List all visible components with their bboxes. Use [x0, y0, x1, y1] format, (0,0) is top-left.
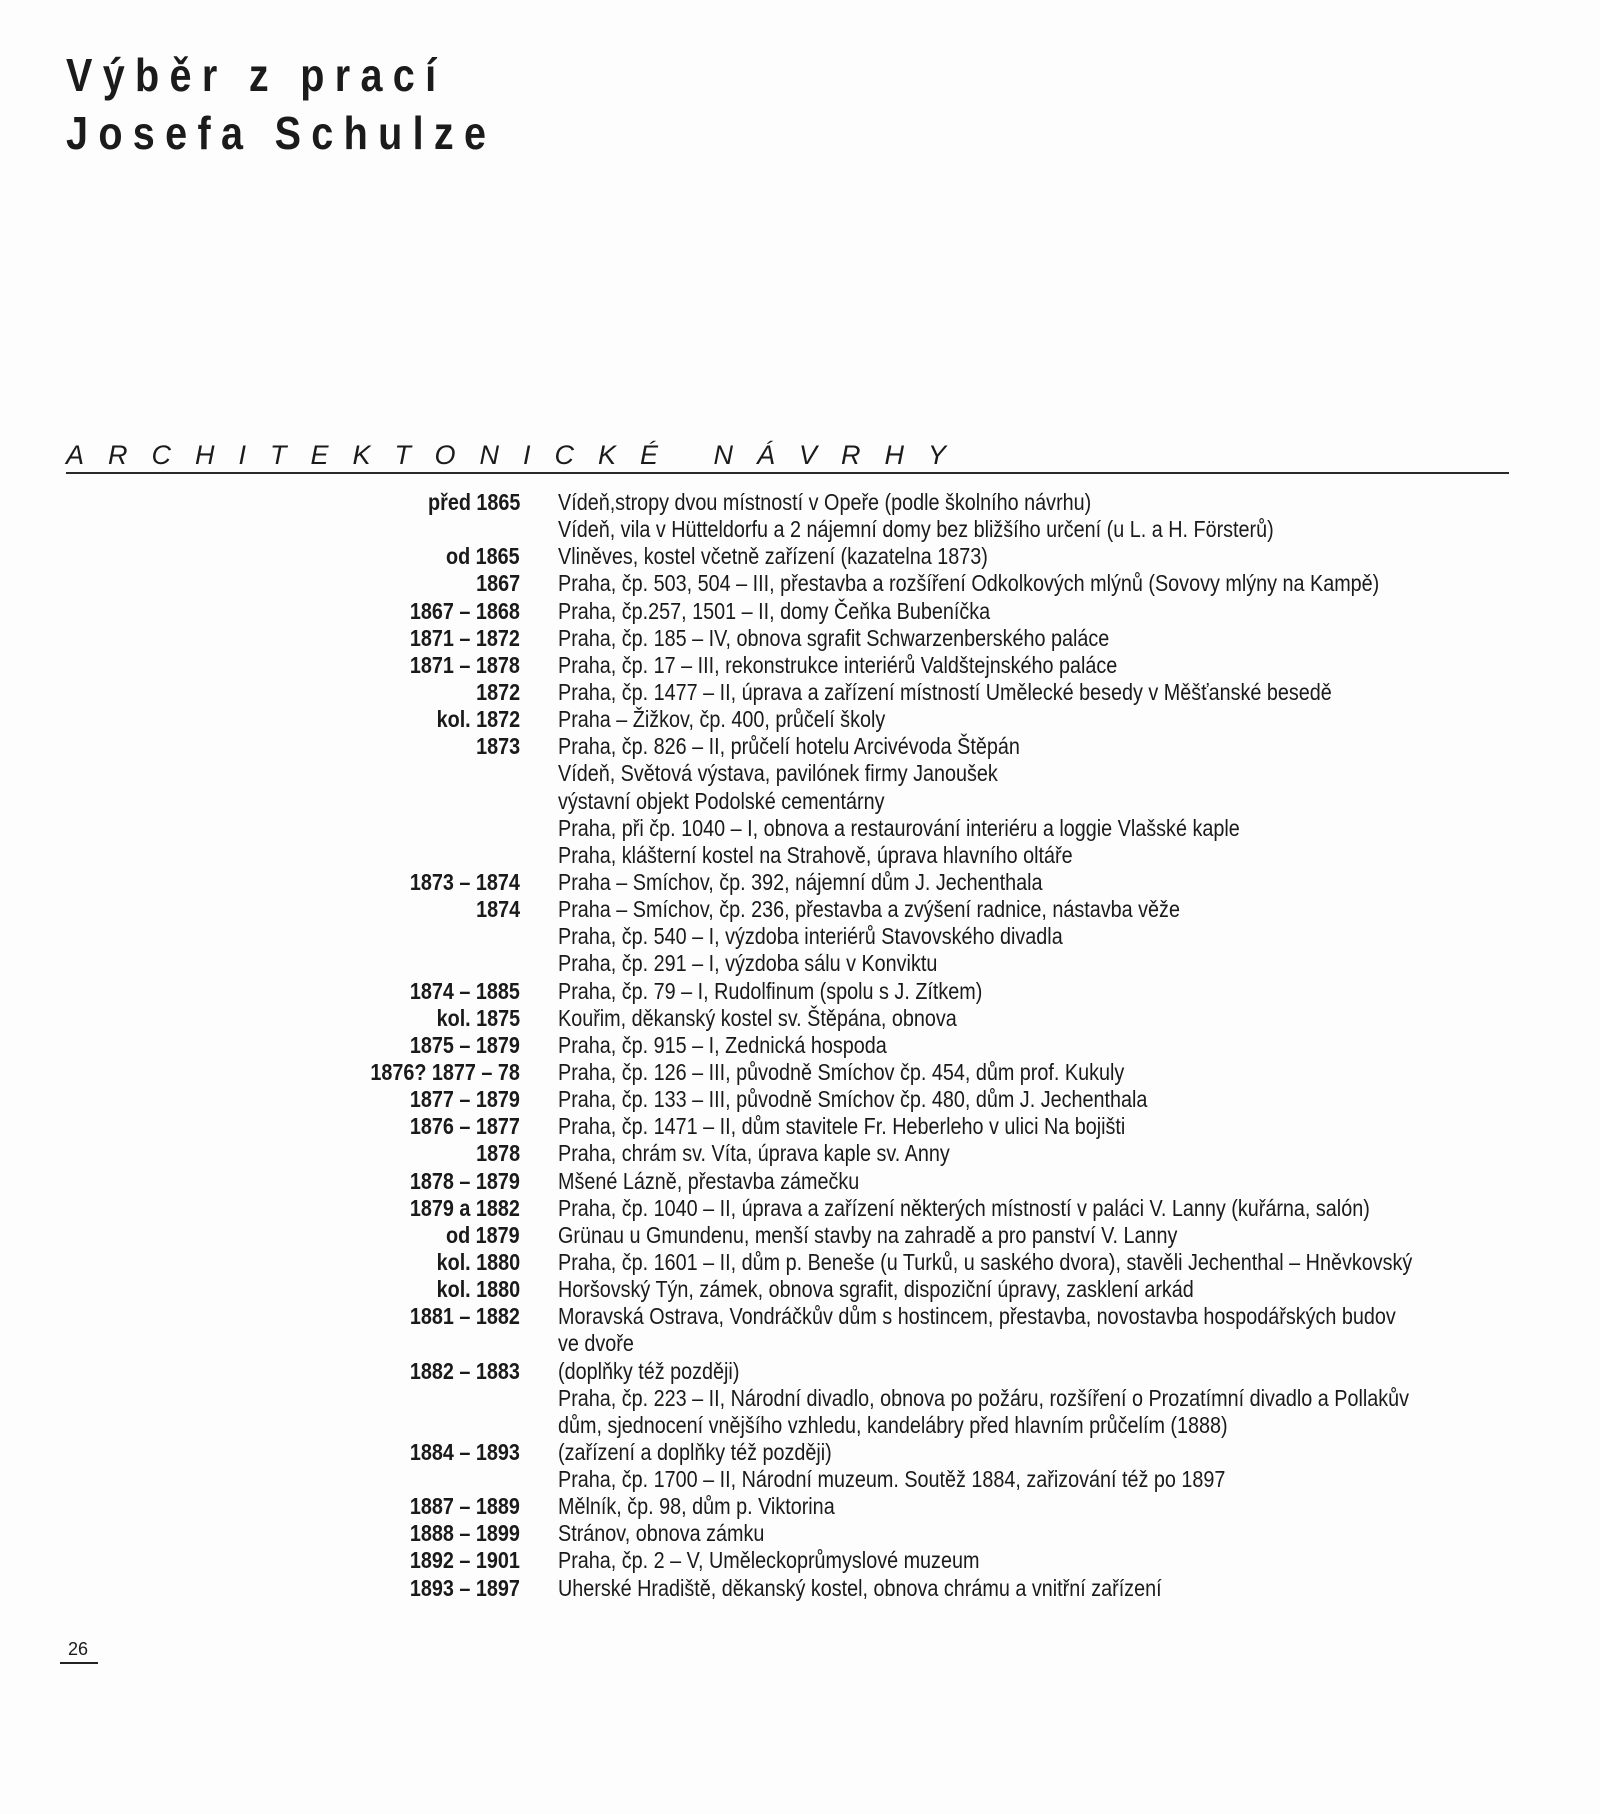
list-item [0, 489, 1600, 516]
entry-description: Praha, při čp. 1040 – I, obnova a restaurování interiéru a loggie Vlašské kaple [558, 814, 1240, 841]
entry-description: Kouřim, děkanský kostel sv. Štěpána, obnova [558, 1004, 957, 1031]
list-item [0, 1575, 1600, 1602]
entry-date: 1871 – 1872 [410, 624, 520, 651]
entry-description: ve dvoře [558, 1330, 634, 1357]
entry-description: Praha, čp.257, 1501 – II, domy Čeňka Bubeníčka [558, 597, 991, 624]
list-item [0, 869, 1600, 896]
entry-date: kol. 1875 [436, 1004, 520, 1031]
section-heading-text: ARCHITEKTONICKÉ NÁVRHY [66, 440, 971, 470]
list-item [0, 760, 1600, 787]
entry-description: Praha, čp. 1700 – II, Národní muzeum. Soutěž 1884, zařizování též po 1897 [558, 1466, 1226, 1493]
entry-description: Praha, čp. 185 – IV, obnova sgrafit Schwarzenberského paláce [558, 624, 1110, 651]
list-item [0, 1249, 1600, 1276]
list-item [0, 923, 1600, 950]
page-number: 26 [68, 1639, 89, 1659]
entry-date: kol. 1880 [436, 1248, 520, 1275]
entry-description: Stránov, obnova zámku [558, 1520, 765, 1547]
entry-date: 1879 a 1882 [410, 1194, 520, 1221]
list-item [0, 950, 1600, 977]
entry-description: Praha, čp. 17 – III, rekonstrukce interiérů Valdštejnského paláce [558, 651, 1118, 678]
entry-description: Uherské Hradiště, děkanský kostel, obnova chrámu a vnitřní zařízení [558, 1574, 1162, 1601]
entry-description: Moravská Ostrava, Vondráčkův dům s hostincem, přestavba, novostavba hospodářských budov [558, 1303, 1396, 1330]
entry-date: 1873 – 1874 [410, 868, 520, 895]
list-item [0, 1412, 1600, 1439]
entry-date: před 1865 [427, 489, 520, 515]
entry-date: od 1865 [446, 543, 520, 570]
entry-date: 1867 – 1868 [410, 597, 520, 624]
entry-date: 1893 – 1897 [410, 1574, 520, 1601]
entry-date: 1887 – 1889 [410, 1493, 520, 1520]
entry-date: kol. 1872 [436, 706, 520, 733]
entry-date: 1878 – 1879 [410, 1167, 520, 1194]
entry-date: 1871 – 1878 [410, 651, 520, 678]
page-title [66, 46, 496, 162]
list-item [0, 1466, 1600, 1493]
list-item [0, 978, 1600, 1005]
entry-description: Praha – Smíchov, čp. 392, nájemní dům J. Jechenthala [558, 868, 1043, 895]
entry-date: 1872 [475, 678, 520, 705]
list-item [0, 1168, 1600, 1195]
list-item [0, 570, 1600, 597]
entry-description: Vídeň, Světová výstava, pavilónek firmy Janoušek [558, 760, 998, 787]
entry-description: výstavní objekt Podolské cementárny [558, 787, 885, 814]
list-item [0, 1059, 1600, 1086]
entry-description: Praha, čp. 126 – III, původně Smíchov čp. 454, dům prof. Kukuly [558, 1058, 1125, 1085]
entry-date: 1878 [475, 1140, 520, 1167]
entry-description: Vídeň, vila v Hütteldorfu a 2 nájemní domy bez bližšího určení (u L. a H. Försterů) [558, 516, 1274, 543]
list-item [0, 1547, 1600, 1574]
entry-date: 1874 – 1885 [410, 977, 520, 1004]
page-title-line-1: Výběr z prací [66, 49, 447, 101]
entry-description: Praha, čp. 291 – I, výzdoba sálu v Konviktu [558, 950, 938, 977]
entry-date: 1888 – 1899 [410, 1520, 520, 1547]
entry-date: 1874 [475, 896, 520, 923]
entry-date: 1881 – 1882 [410, 1303, 520, 1330]
section-heading [66, 438, 1509, 474]
list-item [0, 733, 1600, 760]
list-item [0, 1005, 1600, 1032]
list-item [0, 1520, 1600, 1547]
page-number-rule [60, 1662, 98, 1664]
entry-description: Mšené Lázně, přestavba zámečku [558, 1167, 860, 1194]
list-item [0, 1222, 1600, 1249]
entry-description: Praha, čp. 915 – I, Zednická hospoda [558, 1031, 887, 1058]
list-item [0, 1032, 1600, 1059]
entry-description: (doplňky též později) [558, 1357, 740, 1384]
entry-description: Praha – Smíchov, čp. 236, přestavba a zvýšení radnice, nástavba věže [558, 896, 1180, 923]
entry-description: Vliněves, kostel včetně zařízení (kazatelna 1873) [558, 543, 988, 570]
entry-date: kol. 1880 [436, 1276, 520, 1303]
list-item [0, 679, 1600, 706]
list-item [0, 1303, 1600, 1330]
entry-description: Praha, čp. 1471 – II, dům stavitele Fr. Heberleho v ulici Na bojišti [558, 1113, 1126, 1140]
list-item [0, 842, 1600, 869]
list-item [0, 1493, 1600, 1520]
entry-date: 1876? 1877 – 78 [370, 1058, 520, 1085]
entry-date: 1877 – 1879 [410, 1086, 520, 1113]
entry-description: Praha, chrám sv. Víta, úprava kaple sv. Anny [558, 1140, 950, 1167]
entry-date: 1882 – 1883 [410, 1357, 520, 1384]
list-item [0, 788, 1600, 815]
list-item [0, 1086, 1600, 1113]
entry-description: Praha, klášterní kostel na Strahově, úprava hlavního oltáře [558, 841, 1073, 868]
entry-description: Praha, čp. 1040 – II, úprava a zařízení některých místností v paláci V. Lanny (kuřárna, salón) [558, 1194, 1370, 1221]
works-list [0, 489, 1600, 1602]
list-item [0, 896, 1600, 923]
entry-description: Praha, čp. 540 – I, výzdoba interiérů Stavovského divadla [558, 923, 1063, 950]
list-item [0, 543, 1600, 570]
list-item [0, 1330, 1600, 1357]
entry-description: Praha, čp. 503, 504 – III, přestavba a rozšíření Odkolkových mlýnů (Sovovy mlýny na Kampě) [558, 570, 1380, 597]
entry-description: Vídeň,stropy dvou místností v Opeře (podle školního návrhu) [558, 489, 1092, 515]
entry-description: Praha, čp. 133 – III, původně Smíchov čp. 480, dům J. Jechenthala [558, 1086, 1148, 1113]
list-item [0, 1358, 1600, 1385]
list-item [0, 1385, 1600, 1412]
list-item [0, 706, 1600, 733]
list-item [0, 1195, 1600, 1222]
list-item [0, 516, 1600, 543]
entry-description: Praha, čp. 79 – I, Rudolfinum (spolu s J. Zítkem) [558, 977, 983, 1004]
entry-date: 1892 – 1901 [410, 1547, 520, 1574]
entry-description: dům, sjednocení vnějšího vzhledu, kandelábry před hlavním průčelím (1888) [558, 1411, 1228, 1438]
entry-description: Mělník, čp. 98, dům p. Viktorina [558, 1493, 835, 1520]
list-item [0, 1113, 1600, 1140]
entry-description: Praha, čp. 2 – V, Uměleckoprůmyslové muzeum [558, 1547, 980, 1574]
list-item [0, 598, 1600, 625]
list-item [0, 652, 1600, 679]
entry-description: (zařízení a doplňky též později) [558, 1438, 832, 1465]
list-item [0, 1276, 1600, 1303]
list-item [0, 625, 1600, 652]
list-item [0, 815, 1600, 842]
entry-date: od 1879 [446, 1221, 520, 1248]
entry-description: Praha, čp. 826 – II, průčelí hotelu Arcivévoda Štěpán [558, 733, 1020, 760]
entry-description: Praha – Žižkov, čp. 400, průčelí školy [558, 706, 886, 733]
list-item [0, 1140, 1600, 1167]
entry-description: Praha, čp. 1477 – II, úprava a zařízení místností Umělecké besedy v Měšťanské besedě [558, 678, 1332, 705]
entry-description: Grünau u Gmundenu, menší stavby na zahradě a pro panství V. Lanny [558, 1221, 1178, 1248]
entry-description: Horšovský Týn, zámek, obnova sgrafit, dispoziční úpravy, zasklení arkád [558, 1276, 1194, 1303]
entry-description: Praha, čp. 223 – II, Národní divadlo, obnova po požáru, rozšíření o Prozatímní divadlo a Pollakův [558, 1384, 1410, 1411]
entry-date: 1884 – 1893 [410, 1438, 520, 1465]
entry-description: Praha, čp. 1601 – II, dům p. Beneše (u Turků, u saského dvora), stavěli Jechenthal – Hněvkovský [558, 1248, 1413, 1275]
entry-date: 1875 – 1879 [410, 1031, 520, 1058]
entry-date: 1867 [475, 570, 520, 597]
page-title-line-2: Josefa Schulze [66, 107, 497, 159]
entry-date: 1873 [475, 733, 520, 760]
entry-date: 1876 – 1877 [410, 1113, 520, 1140]
list-item [0, 1439, 1600, 1466]
